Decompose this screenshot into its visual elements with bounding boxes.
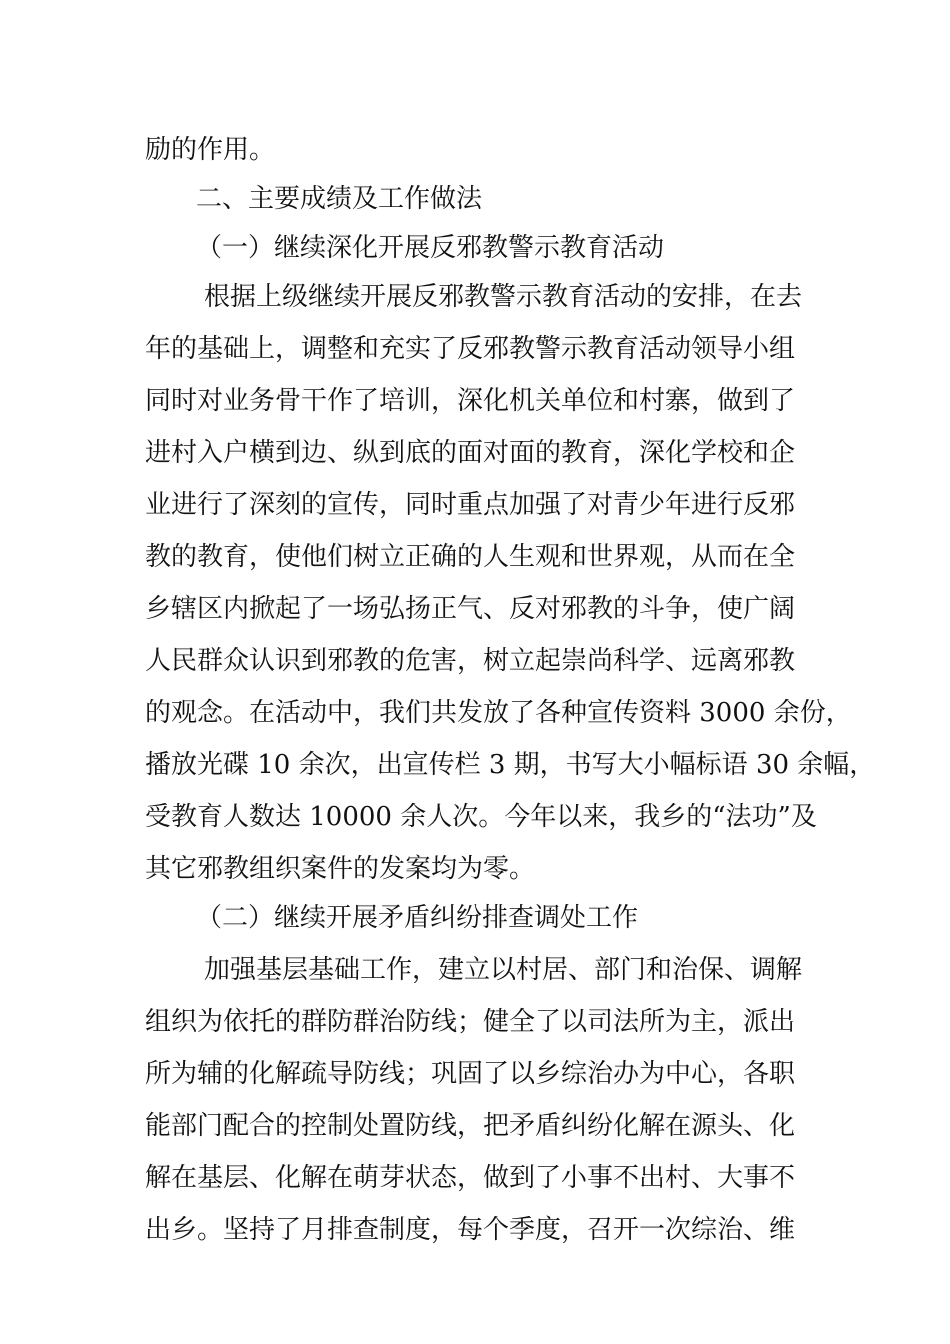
- text-line-13: 播放光碟 10 余次，出宣传栏 3 期，书写大小幅标语 30 余幅，: [145, 750, 876, 780]
- text-line-17: 加强基层基础工作，建立以村居、部门和治保、调解: [204, 955, 803, 985]
- text-line-1: 励的作用。: [145, 135, 276, 165]
- text-line-6: 同时对业务骨干作了培训，深化机关单位和村寨，做到了: [145, 386, 796, 416]
- subsection-heading-1: （一）继续深化开展反邪教警示教育活动: [196, 233, 665, 263]
- text-line-15: 其它邪教组织案件的发案均为零。: [145, 854, 536, 884]
- subsection-heading-2: （二）继续开展矛盾纠纷排查调处工作: [196, 903, 639, 933]
- text-line-11: 人民群众认识到邪教的危害，树立起崇尚科学、远离邪教: [145, 646, 796, 676]
- text-line-18: 组织为依托的群防群治防线；健全了以司法所为主，派出: [145, 1007, 796, 1037]
- text-line-5: 年的基础上，调整和充实了反邪教警示教育活动领导小组: [145, 334, 796, 364]
- text-line-14: 受教育人数达 10000 余人次。今年以来，我乡的“法功”及: [145, 802, 817, 832]
- text-line-22: 出乡。坚持了月排查制度，每个季度，召开一次综治、维: [145, 1215, 796, 1245]
- text-line-7: 进村入户横到边、纵到底的面对面的教育，深化学校和企: [145, 438, 796, 468]
- text-line-19: 所为辅的化解疏导防线；巩固了以乡综治办为中心，各职: [145, 1059, 796, 1089]
- text-line-12: 的观念。在活动中，我们共发放了各种宣传资料 3000 余份，: [145, 698, 852, 728]
- text-line-20: 能部门配合的控制处置防线，把矛盾纠纷化解在源头、化: [145, 1111, 796, 1141]
- text-line-21: 解在基层、化解在萌芽状态，做到了小事不出村、大事不: [145, 1163, 796, 1193]
- section-heading: 二、主要成绩及工作做法: [196, 184, 483, 214]
- text-line-4: 根据上级继续开展反邪教警示教育活动的安排，在去: [204, 282, 803, 312]
- text-line-9: 教的教育，使他们树立正确的人生观和世界观，从而在全: [145, 542, 796, 572]
- text-line-10: 乡辖区内掀起了一场弘扬正气、反对邪教的斗争，使广阔: [145, 594, 796, 624]
- text-line-8: 业进行了深刻的宣传，同时重点加强了对青少年进行反邪: [145, 490, 796, 520]
